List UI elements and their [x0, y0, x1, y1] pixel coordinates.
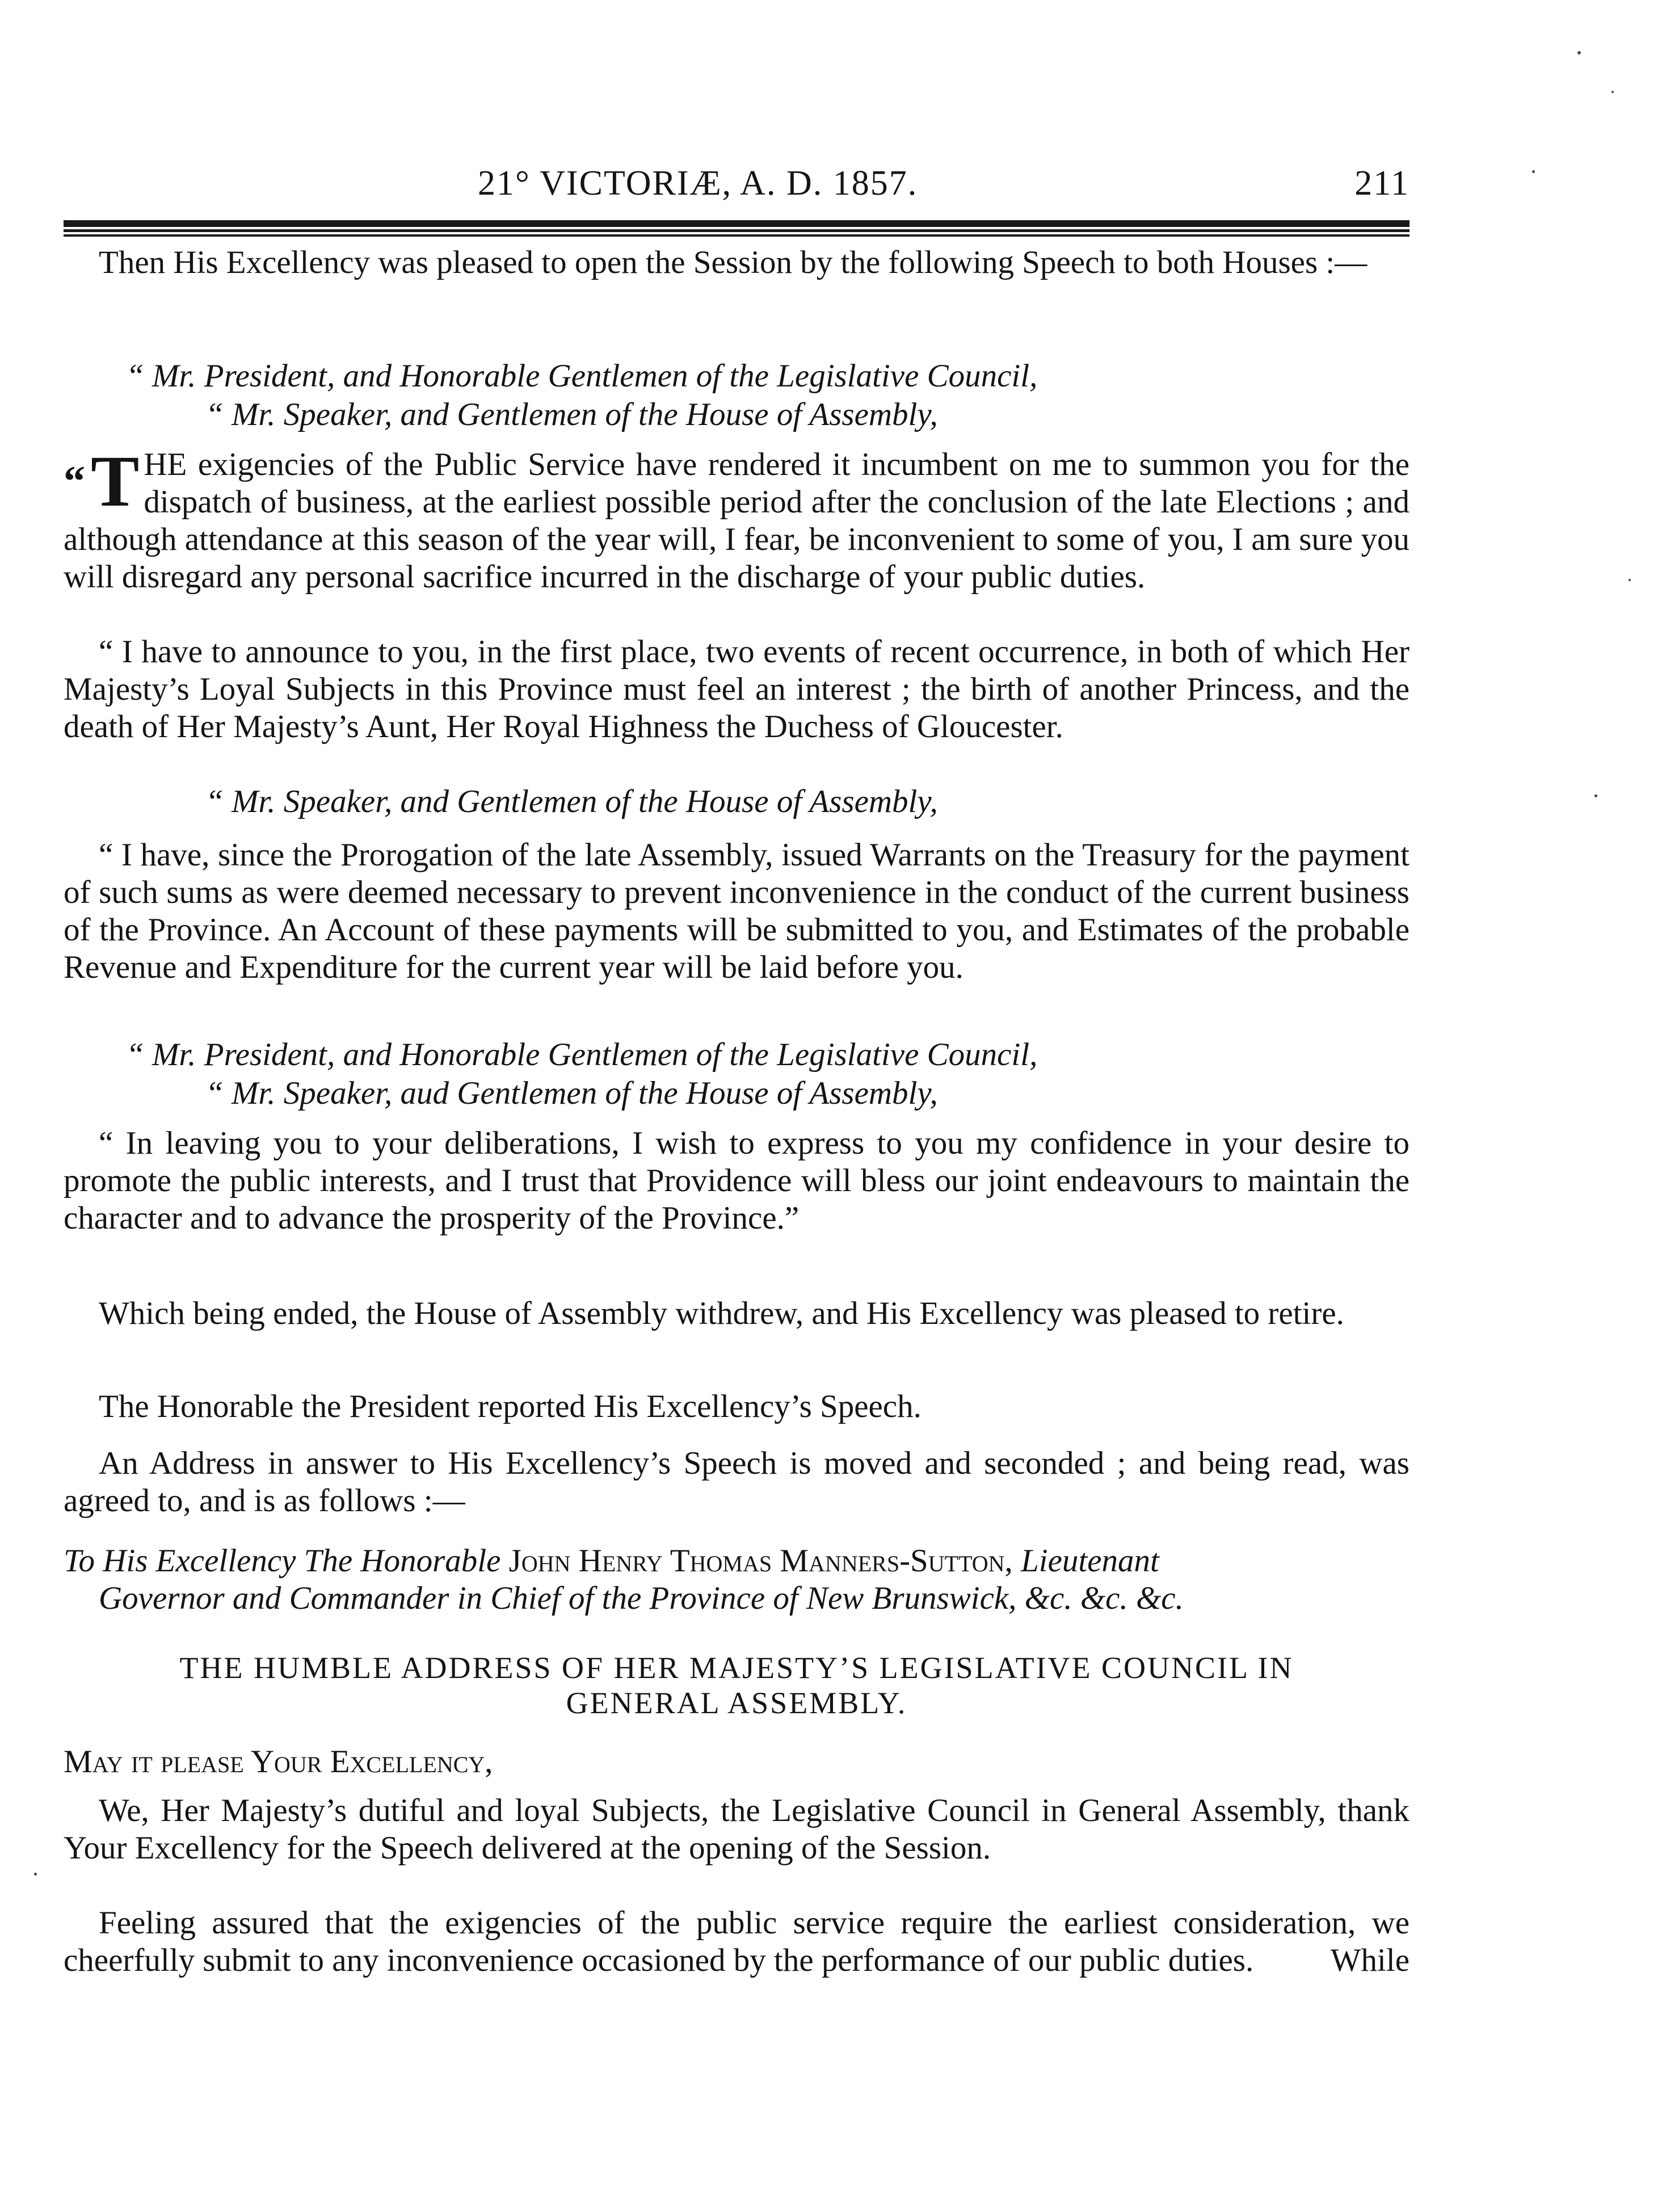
running-title: 21° VICTORIÆ, A. D. 1857. — [478, 164, 918, 203]
may-it-please: May it please Your Excellency, — [64, 1744, 493, 1780]
speech-paragraph-4: “ In leaving you to your deliberations, I wish to express to you my confidence in your desire to promote the public interests, and I trust that Providence will bless our joint endeavours to maintain the character and to advance the prosperity of the Province.” — [64, 1125, 1409, 1236]
humble-address-line-1: THE HUMBLE ADDRESS OF HER MAJESTY’S LEGISLATIVE COUNCIL IN — [179, 1651, 1294, 1685]
address-paragraph-2: Feeling assured that the exigencies of the public service require the earliest consideration, we cheerfully submit to any inconvenience occasioned by the performance of our public duties. — [64, 1905, 1409, 1978]
speech-paragraph-1 — [64, 441, 1409, 596]
speech-paragraph-2: “ I have to announce to you, in the first place, two events of recent occurrence, in both of which Her Majesty’s Loyal Subjects in this Province must feel an interest ; the birth of another Princess, and the death of Her Majesty’s Aunt, Her Royal Highness the Duchess of Gloucester. — [64, 634, 1409, 745]
narrative-withdrew: Which being ended, the House of Assembly withdrew, and His Excellency was pleased to retire. — [99, 1296, 1344, 1331]
salutation-council: “ Mr. President, and Honorable Gentlemen of the Legislative Council, — [126, 358, 1038, 394]
scan-speck — [1594, 794, 1597, 797]
scan-speck — [1611, 91, 1614, 93]
salutation-assembly: “ Mr. Speaker, and Gentlemen of the House of Assembly, — [205, 397, 938, 432]
address-title-2: Governor and Commander in Chief of the Province of New Brunswick, &c. &c. &c. — [99, 1580, 1184, 1616]
address-recipient — [64, 1542, 1409, 1617]
salutation-assembly-2: “ Mr. Speaker, and Gentlemen of the House of Assembly, — [205, 784, 938, 819]
speech-paragraph-3: “ I have, since the Prorogation of the late Assembly, issued Warrants on the Treasury for the payment of such sums as were deemed necessary to prevent inconvenience in the conduct of the current business of the Province. An Account of these payments will be submitted to you, and Estimates of the probable Revenue and Expenditure for the current year will be laid before you. — [64, 837, 1409, 985]
narrative-address-moved: An Address in answer to His Excellency’s Speech is moved and seconded ; and being read, was agreed to, and is as follows :— — [64, 1445, 1409, 1519]
header-rule-secondary — [64, 229, 1409, 232]
speech-paragraph-1-text: HE exigencies of the Public Service have rendered it incumbent on me to summon you for the dispatch of business, at the earliest possible period after the conclusion of the late Elections ; and although attendance at this season of the year will, I fear, be inconvenient to some of you, I am sure you will disregard any personal sacrifice incurred in the discharge of your public duties. — [64, 447, 1409, 595]
address-paragraph-1: We, Her Majesty’s dutiful and loyal Subjects, the Legislative Council in General Assembly, thank Your Excellency for the Speech delivered at the opening of the Session. — [64, 1793, 1409, 1866]
salutation-council-3: “ Mr. President, and Honorable Gentlemen of the Legislative Council, — [126, 1037, 1038, 1073]
header-rule-tertiary — [64, 234, 1409, 237]
catchword: While — [1330, 1942, 1409, 1978]
narrative-reported: The Honorable the President reported His Excellency’s Speech. — [99, 1389, 922, 1424]
humble-address-heading — [64, 1650, 1409, 1721]
humble-address-line-2: GENERAL ASSEMBLY. — [566, 1686, 907, 1720]
scan-speck — [34, 1873, 37, 1875]
address-title-1: Lieutenant — [1021, 1543, 1159, 1579]
page-header — [64, 153, 1409, 204]
intro-paragraph: Then His Excellency was pleased to open the Session by the following Speech to both Houses :— — [99, 245, 1368, 280]
address-prefix: To His Excellency The Honorable — [64, 1543, 501, 1579]
scan-speck — [1629, 579, 1631, 581]
salutation-assembly-3: “ Mr. Speaker, aud Gentlemen of the House of Assembly, — [205, 1075, 938, 1111]
header-rule — [64, 220, 1409, 227]
drop-cap: “T — [64, 441, 140, 522]
scan-speck — [1532, 170, 1535, 173]
address-name: John Henry Thomas Manners-Sutton, — [508, 1543, 1013, 1579]
scan-speck — [1577, 51, 1581, 54]
page-number: 211 — [1354, 164, 1409, 203]
